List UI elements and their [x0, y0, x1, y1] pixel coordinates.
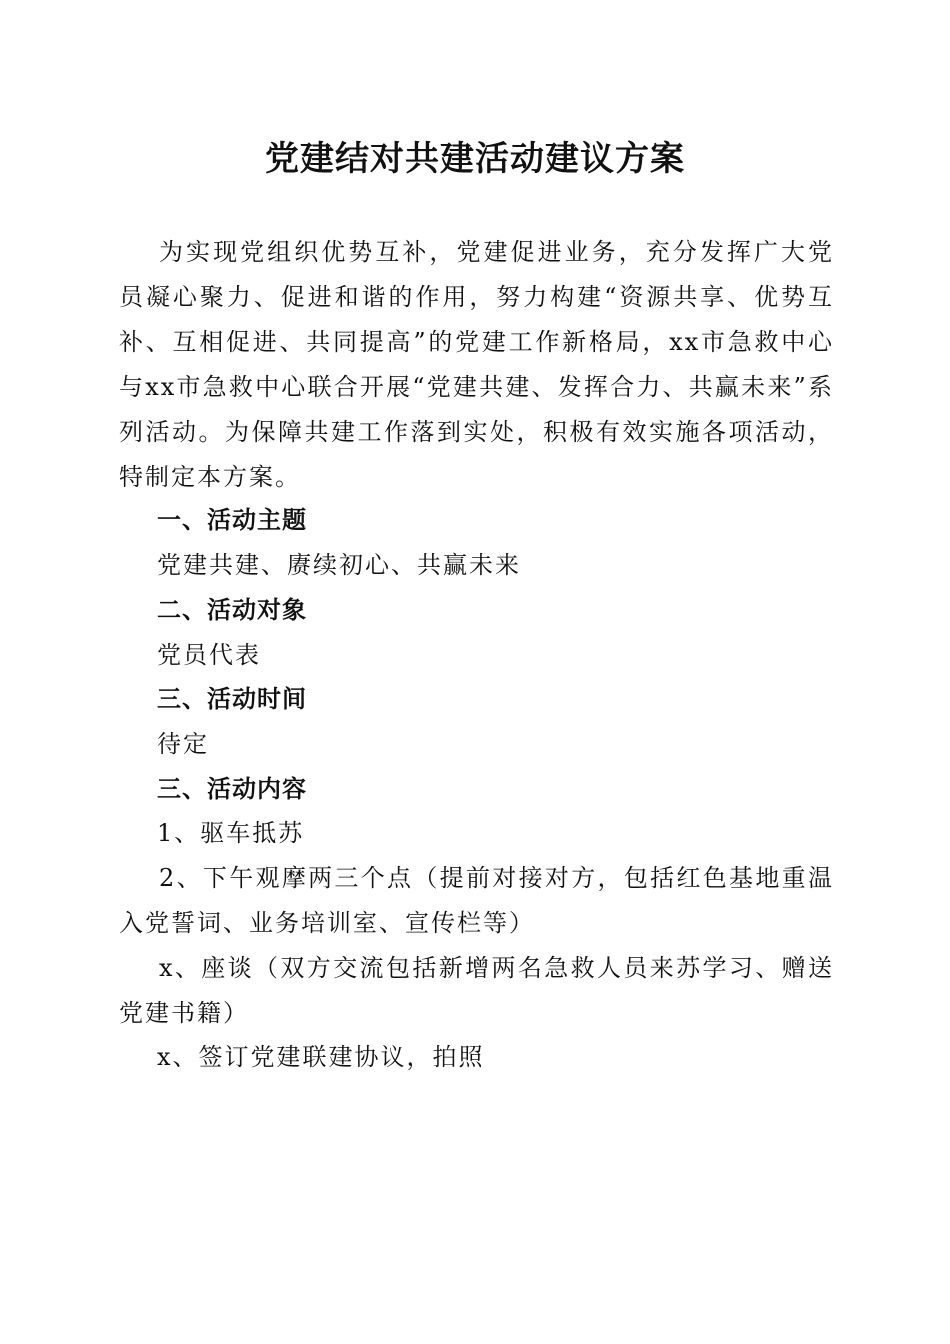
- document-title: 党建结对共建活动建议方案: [265, 139, 685, 179]
- intro-paragraph: 为实现党组织优势互补，党建促进业务，充分发挥广大党员凝心聚力、促进和谐的作用，努力构建“资源共享、优势互补、互相促进、共同提高”的党建工作新格局，xx市急救中心与xx市急救中心联合开展“党建共建、发挥合力、共赢未来”系列活动。为保障共建工作落到实处，积极有效实施各项活动，特制定本方案。: [119, 238, 834, 491]
- section-heading-content: 三、活动内容: [157, 775, 307, 803]
- section-body-audience: 党员代表: [157, 641, 261, 669]
- list-item: x、座谈（双方交流包括新增两名急救人员来苏学习、赠送党建书籍）: [119, 954, 834, 1027]
- list-item: 1、驱车抵苏: [157, 819, 305, 847]
- section-heading-audience: 二、活动对象: [157, 596, 307, 624]
- section-heading-theme: 一、活动主题: [157, 506, 307, 534]
- section-body-theme: 党建共建、赓续初心、共赢未来: [157, 551, 521, 579]
- section-body-time: 待定: [157, 730, 209, 758]
- list-item: 2、下午观摩两三个点（提前对接对方，包括红色基地重温入党誓词、业务培训室、宣传栏等）: [119, 864, 834, 937]
- list-item: x、签订党建联建协议，拍照: [157, 1043, 485, 1071]
- section-heading-time: 三、活动时间: [157, 685, 307, 713]
